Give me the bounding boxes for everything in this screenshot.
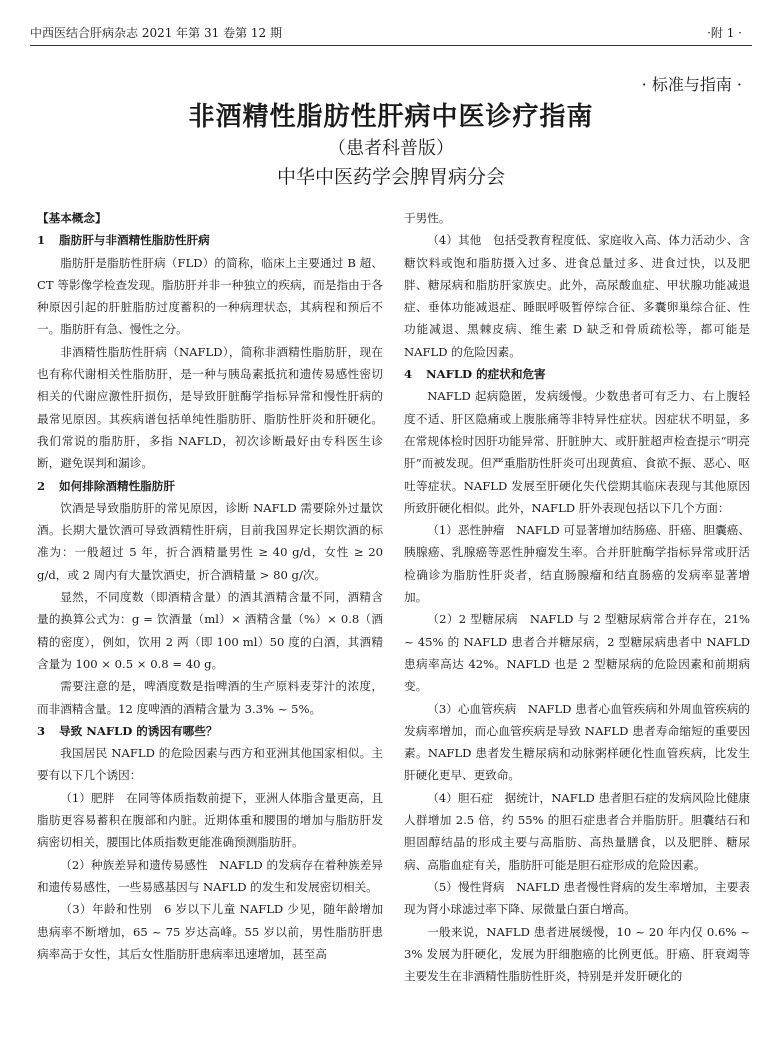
paragraph: 脂肪肝是脂肪性肝病（FLD）的简称，临床上主要通过 B 超、CT 等影像学检查发现。脂肪肝并非一种独立的疾病，而是指由于各种原因引起的肝脏脂肪过度蓄积的一种病理状态，其病程和预后不一。脂肪肝有急、慢性之分。 xyxy=(37,255,383,337)
paragraph: （4）其他 包括受教育程度低、家庭收入高、体力活动少、含糖饮料或饱和脂肪摄入过多、进食总量过多、进食过快，以及肥胖、糖尿病和脂肪肝家族史。此外，高尿酸血症、甲状腺功能减退症、垂体功能减退症、睡眠呼吸暂停综合征、多囊卵巢综合征、性功能减退、黑棘皮病、维生素 D 缺乏和骨质疏松等，都可能是 NAFLD 的危险因素。 xyxy=(404,233,750,359)
article-subtitle: （患者科普版） xyxy=(328,138,454,159)
paragraph: （2）种族差异和遗传易感性 NAFLD 的发病存在着种族差异和遗传易感性，一些易感基因与 NAFLD 的发生和发展密切相关。 xyxy=(37,857,383,894)
paragraph: （1）恶性肿瘤 NAFLD 可显著增加结肠癌、肝癌、胆囊癌、胰腺癌、乳腺癌等恶性肿瘤发生率。合并肝脏酶学指标异常或肝活检确诊为脂肪性肝炎者，结直肠腺瘤和结直肠癌的发病率显著增加。 xyxy=(404,523,750,605)
subheading-number: 4 xyxy=(404,367,413,382)
subheading-text: 脂肪肝与非酒精性脂肪性肝病 xyxy=(59,233,210,248)
page-label: ·附 1 · xyxy=(707,26,742,40)
subheading xyxy=(37,229,383,251)
section-tag: · 标准与指南 · xyxy=(641,75,742,94)
journal-header: 中西医结合肝病杂志 2021 年第 31 卷第 12 期 xyxy=(30,26,282,40)
paragraph: （3）年龄和性别 6 岁以下儿童 NAFLD 少见，随年龄增加患病率不断增加，65 ~ 75 岁达高峰。55 岁以前，男性脂肪肝患病率高于女性，其后女性脂肪肝患病率迅速增加，甚至高 xyxy=(37,902,383,961)
paragraph: （5）慢性肾病 NAFLD 患者慢性肾病的发生率增加，主要表现为肾小球滤过率下降、尿微量白蛋白增高。 xyxy=(404,879,750,917)
paragraph: 需要注意的是，啤酒度数是指啤酒的生产原料麦芽汁的浓度，而非酒精含量。12 度啤酒的酒精含量为 3.3% ~ 5%。 xyxy=(37,679,383,716)
subheading-number: 1 xyxy=(37,233,46,248)
paragraph: （2）2 型糖尿病 NAFLD 与 2 型糖尿病常合并存在，21% ~ 45% 的 NAFLD 患者合并糖尿病，2 型糖尿病患者中 NAFLD 患病率高达 42%。NAFLD 也是 2 型糖尿病的危险因素和前期病变。 xyxy=(404,612,750,694)
right-column xyxy=(404,207,750,1027)
paragraph: 一般来说，NAFLD 患者进展缓慢，10 ~ 20 年内仅 0.6% ~ 3% 发展为肝硬化，发展为肝细胞癌的比例更低。肝癌、肝衰竭等主要发生在非酒精性脂肪性肝炎，特别是并发肝硬化的 xyxy=(404,924,750,984)
subheading-text: 导致 NAFLD 的诱因有哪些？ xyxy=(59,723,218,738)
paragraph: NAFLD 起病隐匿，发病缓慢。少数患者可有乏力、右上腹轻度不适、肝区隐痛或上腹胀痛等非特异性症状。因症状不明显，多在常规体检时因肝功能异常、肝脏肿大、或肝脏超声检查提示“明亮肝”而被发现。但严重脂肪性肝炎可出现黄疸、食欲不振、恶心、呕吐等症状。NAFLD 发展至肝硬化失代偿期其临床表现与其他原因所致肝硬化相似。此外，NAFLD 肝外表现包括以下几个方面： xyxy=(404,389,750,515)
left-column xyxy=(37,207,383,1027)
paragraph: （3）心血管疾病 NAFLD 患者心血管疾病和外周血管疾病的发病率增加，而心血管疾病是导致 NAFLD 患者寿命缩短的重要因素。NAFLD 患者发生糖尿病和动脉粥样硬化性血管疾病，比发生肝硬化更早、更致命。 xyxy=(404,701,750,783)
subheading xyxy=(37,475,383,497)
subheading-number: 2 xyxy=(37,478,46,493)
paragraph: （4）胆石症 据统计，NAFLD 患者胆石症的发病风险比健康人群增加 2.5 倍，约 55% 的胆石症患者合并脂肪肝。胆囊结石和胆固醇结晶的形成主要与高脂肪、高热量膳食，以及肥胖、糖尿病、高脂血症有关，脂肪肝可能是胆石症形成的危险因素。 xyxy=(404,790,750,872)
article-title: 非酒精性脂肪性肝病中医诊疗指南 xyxy=(188,102,594,132)
paragraph: 显然，不同度数（即酒精含量）的酒其酒精含量不同，酒精含量的换算公式为：g = 饮酒量（ml）× 酒精含量（%）× 0.8（酒精的密度），例如，饮用 2 两（即 100 ml）50 度的白酒，其酒精含量为 100 × 0.5 × 0.8 = 40 g。 xyxy=(37,590,383,671)
header-rule xyxy=(30,45,752,46)
subheading xyxy=(404,363,750,385)
paragraph-continued: 于男性。 xyxy=(404,211,451,225)
paragraph: （1）肥胖 在同等体质指数前提下，亚洲人体脂含量更高，且脂肪更容易蓄积在腹部和内脏。近期体重和腰围的增加与脂肪肝发病密切相关，腰围比体质指数更能准确预测脂肪肝。 xyxy=(37,790,383,850)
subheading-number: 3 xyxy=(37,723,46,738)
subheading xyxy=(37,720,383,742)
paragraph: 饮酒是导致脂肪肝的常见原因，诊断 NAFLD 需要除外过量饮酒。长期大量饮酒可导致酒精性肝病，目前我国界定长期饮酒的标准为：一般超过 5 年，折合酒精量男性 ≥ 40 g/d，女性 ≥ 20 g/d，或 2 周内有大量饮酒史，折合酒精量 > 80 g/次。 xyxy=(37,500,383,582)
subheading-text: NAFLD 的症状和危害 xyxy=(426,367,546,382)
section-heading: 【基本概念】 xyxy=(37,211,107,225)
subheading-text: 如何排除酒精性脂肪肝 xyxy=(59,478,175,493)
paragraph: 我国居民 NAFLD 的危险因素与西方和亚洲其他国家相似。主要有以下几个诱因： xyxy=(37,746,383,783)
article-author: 中华中医药学会脾胃病分会 xyxy=(276,166,505,188)
paragraph: 非酒精性脂肪性肝病（NAFLD），简称非酒精性脂肪肝，现在也有称代谢相关性脂肪肝，是一种与胰岛素抵抗和遗传易感性密切相关的代谢应激性肝损伤，是导致肝脏酶学指标异常和慢性肝病的最常见原因。其疾病谱包括单纯性脂肪肝、脂肪性肝炎和肝硬化。我们常说的脂肪肝，多指 NAFLD，初次诊断最好由专科医生诊断，避免误判和漏诊。 xyxy=(37,344,383,471)
